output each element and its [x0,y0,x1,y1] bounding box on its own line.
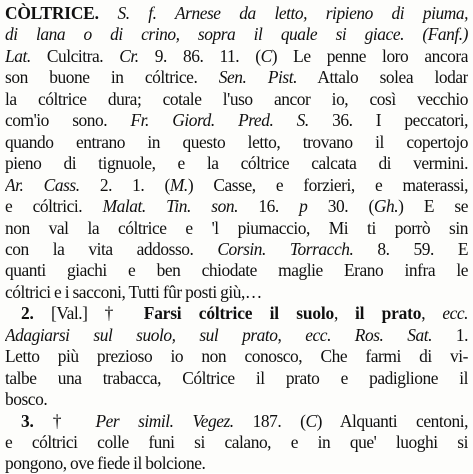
text-line [5,131,468,153]
text-segment: Malat. Tin. son. [102,196,239,217]
text-segment: pieno di tignuole, e la cóltrice calcata di vermini. [5,153,468,174]
text-line [5,281,468,303]
text-segment: Farsi cóltrice il suolo [143,303,334,324]
text-segment: ) Casse, e forzieri, e materassi, [187,174,468,195]
text-segment: 2. 1. ( [79,174,170,195]
text-segment: 187. ( [233,410,306,431]
text-segment: , [277,324,306,345]
text-line [5,431,468,453]
text-line [5,45,468,67]
text-line [5,66,468,88]
text-segment: 1. [432,324,468,345]
text-line [5,452,468,474]
text-segment: quanti giachi e ben chiodate maglie Erano infra le [5,260,468,281]
text-line [5,2,468,24]
text-segment: talbe una trabacca, Cóltrice il prato e padiglione il [5,367,468,388]
text-line [5,109,468,131]
text-segment: C [305,410,317,431]
text-line [5,238,468,260]
text-segment: Fr. Giord. Pred. S. [130,110,309,131]
text-segment: 8. 59. E [353,238,468,259]
text-segment: ) Alquanti centoni, [316,410,468,431]
text-segment: quando entrano in questo letto, trovano il copertojo [5,131,468,152]
text-line [5,324,468,346]
text-segment: 36. I peccatori, [308,110,468,131]
text-line [5,302,468,324]
text-segment: son buone in cóltrice. [5,67,219,88]
text-segment: 2. [21,303,52,324]
text-segment: com'io sono. [5,110,131,131]
text-segment: con la vita addosso. [5,238,218,259]
text-segment: , [421,303,443,324]
text-segment: il prato [355,303,422,324]
text-line [5,410,468,432]
text-segment: p [299,196,308,217]
text-segment [99,3,118,23]
text-segment: , [333,303,355,324]
text-segment: Corsin. Torracch. [217,238,354,259]
text-segment: Culcitra. [30,45,120,66]
text-segment: di lana o di crino, sopra il quale si giace. (Fanf.) [5,24,468,45]
text-segment: 3. [21,410,53,431]
text-segment: C [260,45,272,66]
text-segment: † [52,410,96,431]
text-line [5,152,468,174]
text-segment: e cóltrici colle funi si calano, e in que' luoghi si [5,432,468,452]
text-segment: CÒLTRICE. [5,3,99,23]
text-segment: pongono, ove fiede il bolcione. [5,453,206,474]
text-segment: la cóltrice dura; cotale l'uso ancor io, così vecchio [5,88,468,109]
text-segment: S. f. Arnese da letto, ripieno di piuma, [117,3,468,23]
text-line [5,88,468,110]
text-segment: Ar. Cass. [5,174,80,195]
text-segment: ) E se [398,196,468,217]
text-line [5,217,468,239]
text-segment: Attalo solea lodar [296,67,468,88]
text-segment: ecc. Ros. Sat. [305,324,433,345]
text-segment: bosco. [5,389,48,410]
text-segment: non val la cóltrice e 'l piumaccio, Mi ti porrò sin [5,217,468,238]
text-segment: 9. 86. 11. ( [138,45,261,66]
text-line [5,174,468,196]
text-line [5,367,468,389]
text-segment: cóltrici e i sacconi, Tutti fûr posti giù,… [5,281,262,302]
text-segment: 30. ( [307,196,374,217]
text-segment: Cr. [119,45,139,66]
text-segment: [Val.] † [51,303,144,324]
text-segment: Per simil. Vegez. [95,410,234,431]
text-line [5,388,468,410]
text-line [5,23,468,45]
text-line [5,345,468,367]
text-segment: Gh. [373,196,399,217]
text-line [5,259,468,281]
text-segment: Lat. [5,45,31,66]
text-segment: ) Le penne loro ancora [271,45,468,66]
text-segment: 16. [238,196,300,217]
text-segment: Adagiarsi sul suolo, sul prato [5,324,278,345]
text-segment: Letto più prezioso io non conosco, Che farmi di vi- [5,346,468,367]
text-segment: e cóltrici. [5,196,103,217]
text-segment: M. [169,174,188,195]
text-segment: Sen. Pist. [218,67,297,88]
text-line [5,195,468,217]
text-segment: ecc. [442,303,468,324]
